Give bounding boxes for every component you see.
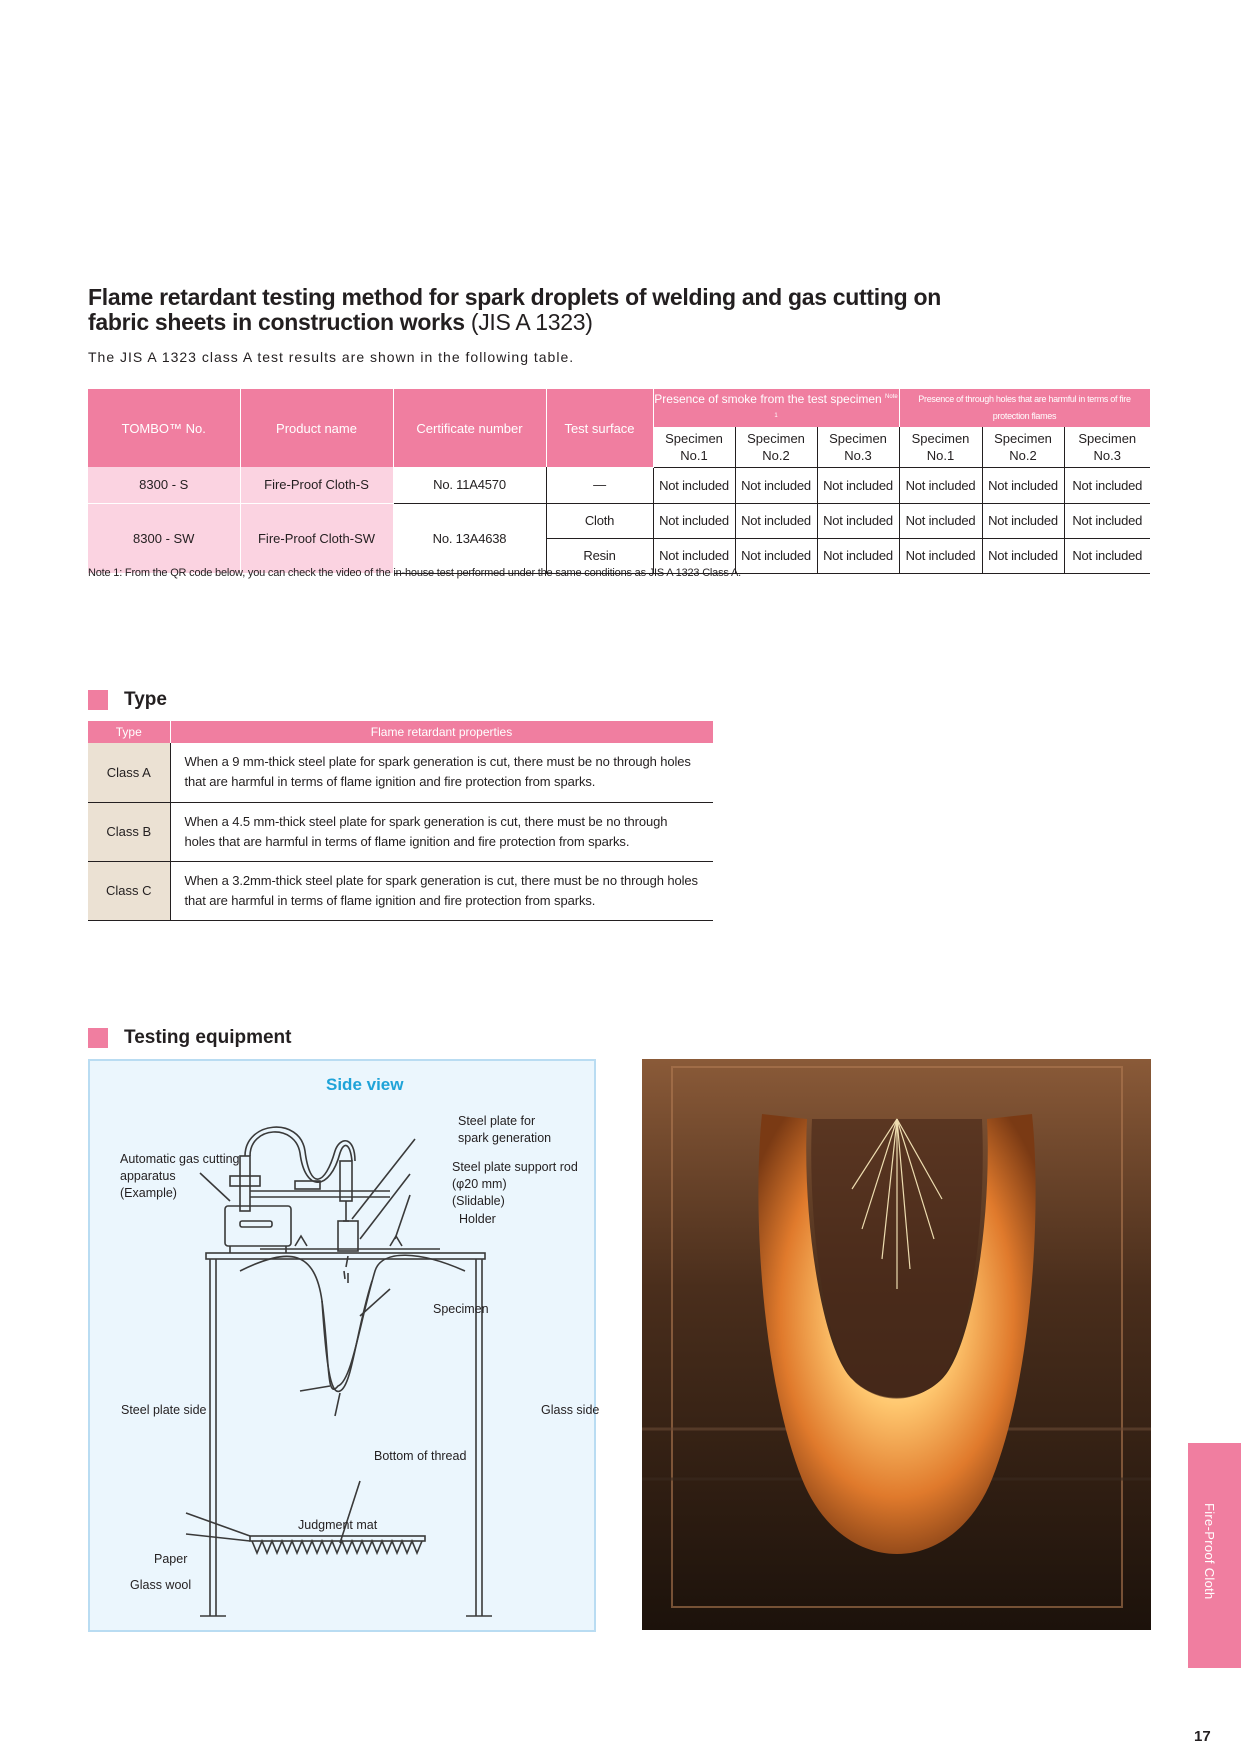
page-title (88, 285, 948, 335)
type-class: Class C (88, 861, 170, 920)
result-cell: Not included (653, 503, 735, 538)
row-certificate: No. 11A4570 (393, 467, 546, 503)
result-cell: Not included (1064, 538, 1150, 573)
equipment-heading-label: Testing equipment (124, 1027, 292, 1048)
label-support-rod (452, 1159, 578, 1210)
type-row (88, 861, 713, 920)
row-surface: Resin (546, 538, 653, 573)
label-glass-side: Glass side (541, 1403, 600, 1417)
result-cell: Not included (899, 538, 982, 573)
result-cell: Not included (735, 538, 817, 573)
row-surface: Cloth (546, 503, 653, 538)
label-bottom-thread: Bottom of thread (374, 1449, 467, 1463)
subheader-holes-2: Specimen No.2 (982, 427, 1064, 467)
section-marker-icon (88, 1028, 108, 1048)
type-section-heading (88, 689, 167, 711)
subheader-smoke-3: Specimen No.3 (817, 427, 899, 467)
subheader-holes-1: Specimen No.1 (899, 427, 982, 467)
result-cell: Not included (817, 467, 899, 503)
result-cell: Not included (735, 467, 817, 503)
type-description: When a 9 mm-thick steel plate for spark generation is cut, there must be no through holes that are harmful in terms of flame ignition and fire protection from sparks. (170, 743, 713, 802)
table-row (88, 467, 1150, 503)
intro-text: The JIS A 1323 class A test results are shown in the following table. (88, 349, 575, 365)
label-holder: Holder (459, 1212, 496, 1226)
result-cell: Not included (653, 467, 735, 503)
type-table (88, 721, 714, 921)
smoke-note-ref: Note 1 (774, 394, 898, 419)
result-cell: Not included (982, 538, 1064, 573)
table-row (88, 503, 1150, 538)
result-cell: Not included (899, 503, 982, 538)
result-cell: Not included (1064, 467, 1150, 503)
label-steel-plate-spark (458, 1113, 551, 1147)
type-description: When a 3.2mm-thick steel plate for spark generation is cut, there must be no through holes that are harmful in terms of flame ignition and fire protection from sparks. (170, 861, 713, 920)
header-tombo: TOMBO™ No. (88, 389, 240, 467)
row-certificate: No. 13A4638 (393, 503, 546, 573)
header-smoke-group (653, 389, 899, 427)
side-tab-label: Fire-Proof Cloth (1202, 1503, 1217, 1600)
header-certificate: Certificate number (393, 389, 546, 467)
label-support-rod-text: Steel plate support rod (φ20 mm) (Slidable) (452, 1160, 578, 1208)
type-class: Class A (88, 743, 170, 802)
equipment-section-heading (88, 1027, 291, 1049)
diagram-title: Side view (326, 1075, 404, 1094)
result-cell: Not included (982, 467, 1064, 503)
label-steel-plate-side: Steel plate side (121, 1403, 207, 1417)
section-marker-icon (88, 690, 108, 710)
type-row (88, 802, 713, 861)
row-tombo: 8300 - SW (88, 503, 240, 573)
header-product: Product name (240, 389, 393, 467)
row-surface: — (546, 467, 653, 503)
type-header-row (88, 721, 713, 743)
row-tombo: 8300 - S (88, 467, 240, 503)
subheader-smoke-2: Specimen No.2 (735, 427, 817, 467)
section-side-tab (1188, 1443, 1241, 1668)
title-standard: (JIS A 1323) (470, 309, 593, 335)
side-view-diagram (88, 1059, 600, 1632)
results-table (88, 389, 1151, 574)
row-product: Fire-Proof Cloth-SW (240, 503, 393, 573)
table-note: Note 1: From the QR code below, you can check the video of the in-house test performed under the same conditions as JIS A 1323 Class A. (88, 567, 741, 579)
label-judgment-mat: Judgment mat (298, 1518, 378, 1532)
label-auto-gas-text: Automatic gas cutting apparatus (Example) (120, 1152, 240, 1200)
results-header-row (88, 389, 1150, 427)
header-holes-group: Presence of through holes that are harmful in terms of fire protection flames (899, 389, 1150, 427)
fire-test-photo-illustration (642, 1059, 1151, 1630)
label-auto-gas (120, 1151, 240, 1202)
result-cell: Not included (817, 538, 899, 573)
subheader-smoke-1: Specimen No.1 (653, 427, 735, 467)
type-header-properties: Flame retardant properties (170, 721, 713, 743)
type-heading-label: Type (124, 689, 167, 710)
row-product: Fire-Proof Cloth-S (240, 467, 393, 503)
label-paper: Paper (154, 1552, 188, 1566)
result-cell: Not included (817, 503, 899, 538)
label-specimen: Specimen (433, 1302, 489, 1316)
result-cell: Not included (653, 538, 735, 573)
test-photo (642, 1059, 1151, 1630)
page-number: 17 (1194, 1728, 1211, 1745)
header-surface: Test surface (546, 389, 653, 467)
type-header-type: Type (88, 721, 170, 743)
label-glass-wool: Glass wool (130, 1578, 192, 1592)
result-cell: Not included (899, 467, 982, 503)
label-steel-plate-spark-text: Steel plate for spark generation (458, 1114, 552, 1145)
result-cell: Not included (982, 503, 1064, 538)
subheader-holes-3: Specimen No.3 (1064, 427, 1150, 467)
type-class: Class B (88, 802, 170, 861)
title-text: Flame retardant testing method for spark droplets of welding and gas cutting on fabric sheets in construction works (88, 284, 941, 335)
result-cell: Not included (1064, 503, 1150, 538)
type-description: When a 4.5 mm-thick steel plate for spark generation is cut, there must be no through holes that are harmful in terms of flame ignition and fire protection from sparks. (170, 802, 713, 861)
smoke-group-label: Presence of smoke from the test specimen (654, 392, 882, 406)
type-row (88, 743, 713, 802)
result-cell: Not included (735, 503, 817, 538)
